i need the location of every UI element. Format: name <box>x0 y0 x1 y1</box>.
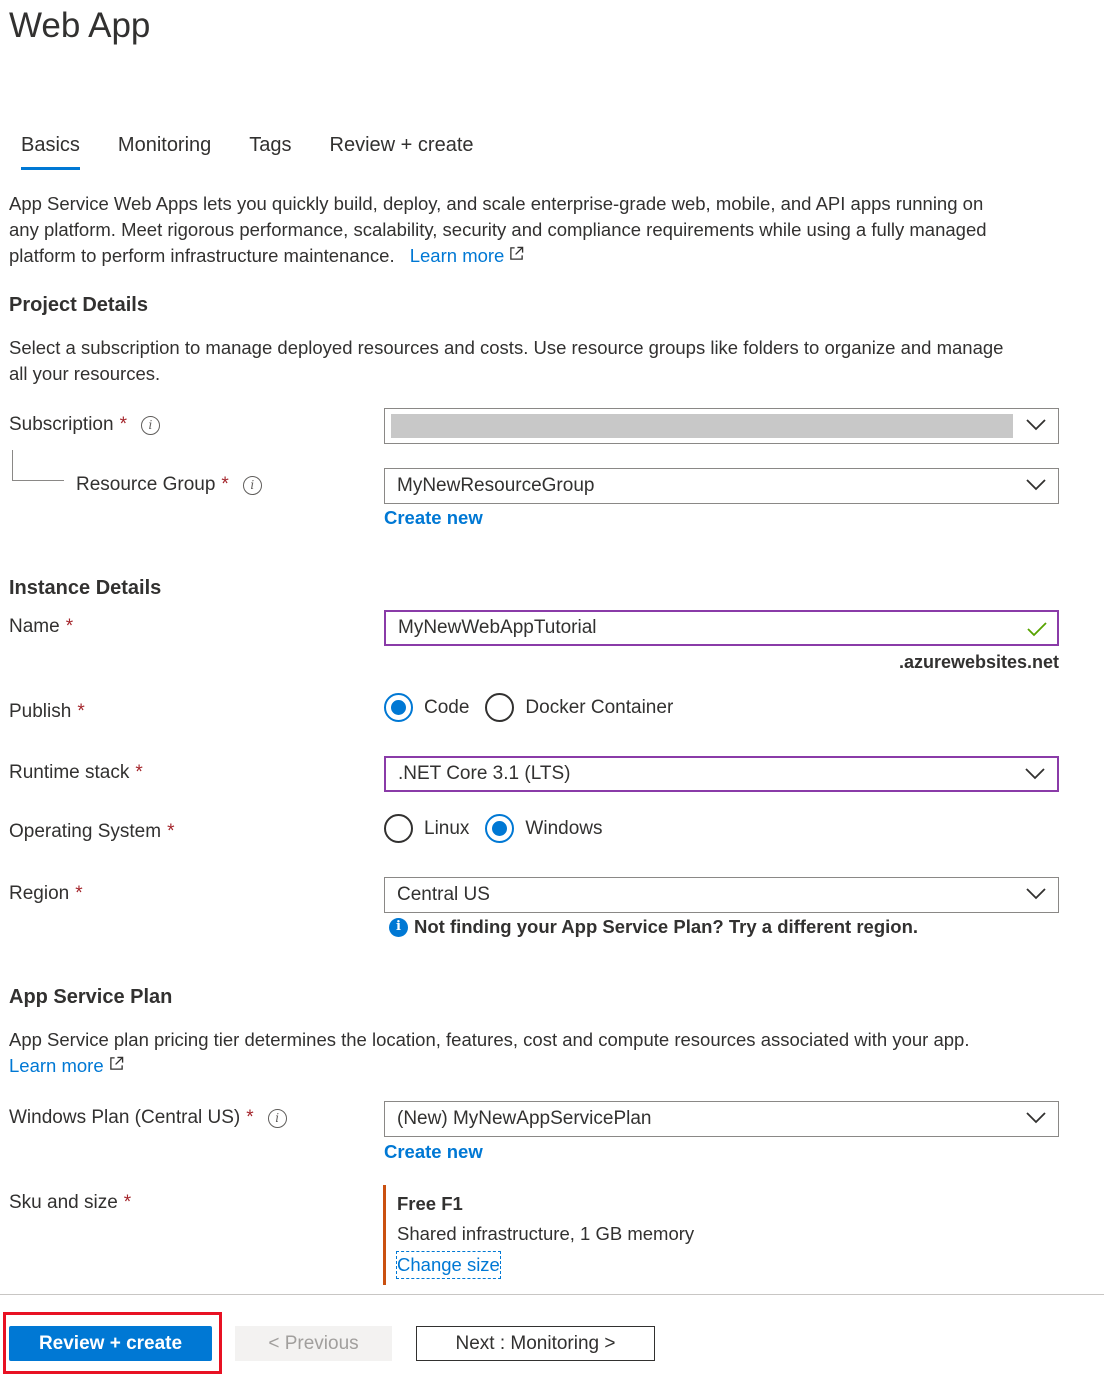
subscription-label-text: Subscription <box>9 414 114 435</box>
name-input-value: MyNewWebAppTutorial <box>398 617 597 638</box>
sku-name: Free F1 <box>397 1193 463 1214</box>
runtime-stack-label <box>9 762 143 784</box>
chevron-down-icon <box>1026 887 1046 901</box>
name-label-text: Name <box>9 616 60 637</box>
name-domain-suffix: .azurewebsites.net <box>898 652 1059 672</box>
project-desc-line-1: Select a subscription to manage deployed resources and costs. Use resource groups like folders to organize and manage <box>9 337 1004 358</box>
windows-plan-value: (New) MyNewAppServicePlan <box>397 1108 652 1129</box>
instance-details-heading: Instance Details <box>9 577 162 599</box>
runtime-stack-select[interactable] <box>384 756 1059 792</box>
windows-plan-label <box>9 1107 287 1129</box>
publish-label <box>9 701 85 723</box>
name-label <box>9 616 73 638</box>
app-service-plan-heading: App Service Plan <box>9 986 173 1008</box>
info-icon[interactable]: i <box>268 1109 287 1128</box>
learn-more-label: Learn more <box>409 245 505 266</box>
info-icon[interactable]: i <box>243 476 262 495</box>
plan-learn-more-link[interactable] <box>9 1053 124 1079</box>
create-new-resource-group-link[interactable]: Create new <box>384 507 483 528</box>
tree-connector <box>12 450 64 481</box>
tab-basics[interactable]: Basics <box>9 130 92 170</box>
project-desc-line-2: all your resources. <box>9 363 161 384</box>
tab-bar <box>9 130 500 170</box>
region-hint-text: Not finding your App Service Plan? Try a different region. <box>414 916 919 937</box>
os-linux-radio[interactable] <box>384 814 469 843</box>
tab-monitoring[interactable]: Monitoring <box>117 134 212 156</box>
sku-accent-bar <box>383 1185 386 1285</box>
runtime-stack-value: .NET Core 3.1 (LTS) <box>398 763 571 784</box>
radio-checked-icon <box>384 693 413 722</box>
chevron-down-icon <box>1025 767 1045 781</box>
required-marker: * <box>221 474 229 495</box>
region-select[interactable] <box>384 877 1059 913</box>
os-radio-group <box>384 814 619 843</box>
region-value: Central US <box>397 884 490 905</box>
required-marker: * <box>167 821 175 842</box>
required-marker: * <box>77 701 85 722</box>
os-windows-label: Windows <box>525 817 603 839</box>
region-hint <box>389 914 918 940</box>
resource-group-label <box>76 474 262 496</box>
windows-plan-select[interactable] <box>384 1101 1059 1137</box>
sku-size-label <box>9 1192 131 1214</box>
intro-line-1: App Service Web Apps lets you quickly build, deploy, and scale enterprise-grade web, mobile, and API apps running on <box>9 193 984 214</box>
required-marker: * <box>246 1107 254 1128</box>
publish-radio-group <box>384 693 689 722</box>
publish-label-text: Publish <box>9 701 72 722</box>
intro-line-3-wrap <box>9 243 524 269</box>
required-marker: * <box>65 616 74 637</box>
intro-line-3: platform to perform infrastructure maintenance. <box>9 245 395 266</box>
external-link-icon <box>509 246 524 261</box>
required-marker: * <box>135 762 143 783</box>
footer-divider <box>0 1294 1104 1295</box>
tab-review-create[interactable]: Review + create <box>329 134 474 156</box>
create-new-plan-link[interactable]: Create new <box>384 1141 483 1162</box>
publish-docker-label: Docker Container <box>525 696 674 718</box>
info-icon[interactable]: i <box>141 416 160 435</box>
intro-line-2: any platform. Meet rigorous performance, scalability, security and compliance requirements while using a fully managed <box>9 219 987 240</box>
os-windows-radio[interactable] <box>485 814 602 843</box>
plan-learn-more-label: Learn more <box>9 1055 104 1076</box>
info-filled-icon: i <box>389 918 408 937</box>
region-label <box>9 883 83 905</box>
subscription-select[interactable] <box>384 408 1059 444</box>
learn-more-link[interactable] <box>410 245 525 266</box>
sku-size-label-text: Sku and size <box>9 1192 118 1213</box>
next-monitoring-button[interactable]: Next : Monitoring > <box>416 1326 655 1361</box>
plan-desc: App Service plan pricing tier determines the location, features, cost and compute resources associated with your app. <box>9 1029 970 1050</box>
resource-group-label-text: Resource Group <box>76 474 216 495</box>
external-link-icon <box>109 1056 124 1071</box>
chevron-down-icon <box>1026 478 1046 492</box>
windows-plan-label-text: Windows Plan (Central US) <box>9 1107 241 1128</box>
review-create-button[interactable]: Review + create <box>9 1326 212 1361</box>
chevron-down-icon <box>1026 418 1046 432</box>
operating-system-label <box>9 821 174 843</box>
publish-code-label: Code <box>424 696 470 718</box>
required-marker: * <box>75 883 83 904</box>
publish-docker-radio[interactable] <box>485 693 673 722</box>
sku-desc: Shared infrastructure, 1 GB memory <box>397 1223 695 1244</box>
region-label-text: Region <box>9 883 70 904</box>
subscription-label <box>9 414 160 436</box>
required-marker: * <box>119 414 127 435</box>
runtime-stack-label-text: Runtime stack <box>9 762 130 783</box>
name-input[interactable] <box>384 610 1059 646</box>
change-size-link[interactable]: Change size <box>397 1252 500 1278</box>
page-title: Web App <box>9 6 151 45</box>
radio-checked-icon <box>485 814 514 843</box>
operating-system-label-text: Operating System <box>9 821 162 842</box>
resource-group-value: MyNewResourceGroup <box>397 475 595 496</box>
os-linux-label: Linux <box>424 817 470 839</box>
subscription-value-redacted <box>391 414 1013 438</box>
previous-button[interactable]: < Previous <box>235 1326 392 1361</box>
chevron-down-icon <box>1026 1111 1046 1125</box>
checkmark-icon <box>1027 621 1047 637</box>
radio-unchecked-icon <box>384 814 413 843</box>
required-marker: * <box>123 1192 132 1213</box>
radio-unchecked-icon <box>485 693 514 722</box>
publish-code-radio[interactable] <box>384 693 469 722</box>
project-details-heading: Project Details <box>9 294 148 316</box>
resource-group-select[interactable] <box>384 468 1059 504</box>
tab-tags[interactable]: Tags <box>249 134 292 156</box>
